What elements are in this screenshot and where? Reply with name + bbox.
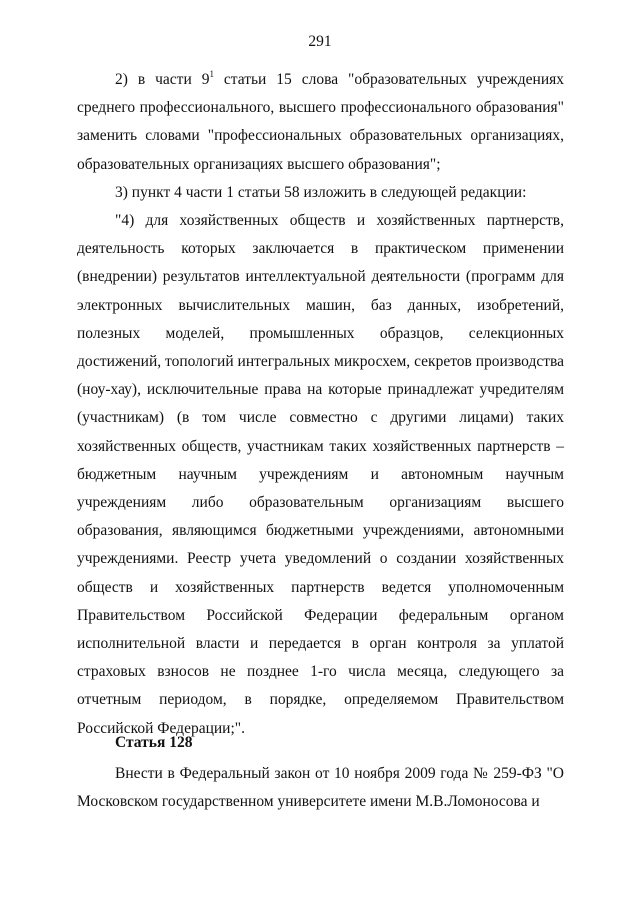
page-number: 291 <box>308 33 332 50</box>
amendment-text-block <box>77 66 564 743</box>
paragraph-item-2-rest: статьи 15 слова "образовательных учреждениях среднего профессионального, высшего профессионального образования" заменить словами "профессиональных образовательных организациях, образовательных организациях высшего образования"; <box>77 71 564 173</box>
paragraph-item-4-new-wording: "4) для хозяйственных обществ и хозяйственных партнерств, деятельность которых заключается в практическом применении (внедрении) результатов интеллектуальной деятельности (программ для электронных вычислительных машин, баз данных, изобретений, полезных моделей, промышленных образцов, селекционных достижений, топологий интегральных микросхем, секретов производства (ноу-хау), исключительные права на которые принадлежат учредителям (участникам) (в том числе совместно с другими лицами) таких хозяйственных обществ, участникам таких хозяйственных партнерств – бюджетным научным учреждениям и автономным научным учреждениям либо образовательным организациям высшего образования, являющимся бюджетными учреждениями, автономными учреждениями. Реестр учета уведомлений о создании хозяйственных обществ и хозяйственных партнерств ведется уполномоченным Правительством Российской Федерации федеральным органом исполнительной власти и передается в орган контроля за уплатой страховых взносов не позднее 1-го числа месяца, следующего за отчетным периодом, в порядке, определяемом Правительством Российской Федерации;". <box>77 212 564 737</box>
paragraph-item-2 <box>77 66 564 179</box>
article-text: Внести в Федеральный закон от 10 ноября 2009 года № 259-ФЗ "О Московском государственном университете имени М.В.Ломоносова и <box>77 765 564 811</box>
superscript-index: 1 <box>209 68 214 79</box>
article-text-block <box>77 760 564 816</box>
article-heading: Статья 128 <box>115 734 193 751</box>
paragraph-item-3: 3) пункт 4 части 1 статьи 58 изложить в следующей редакции: <box>115 183 527 201</box>
paragraph-item-2-start: 2) в части 9 <box>115 71 210 88</box>
